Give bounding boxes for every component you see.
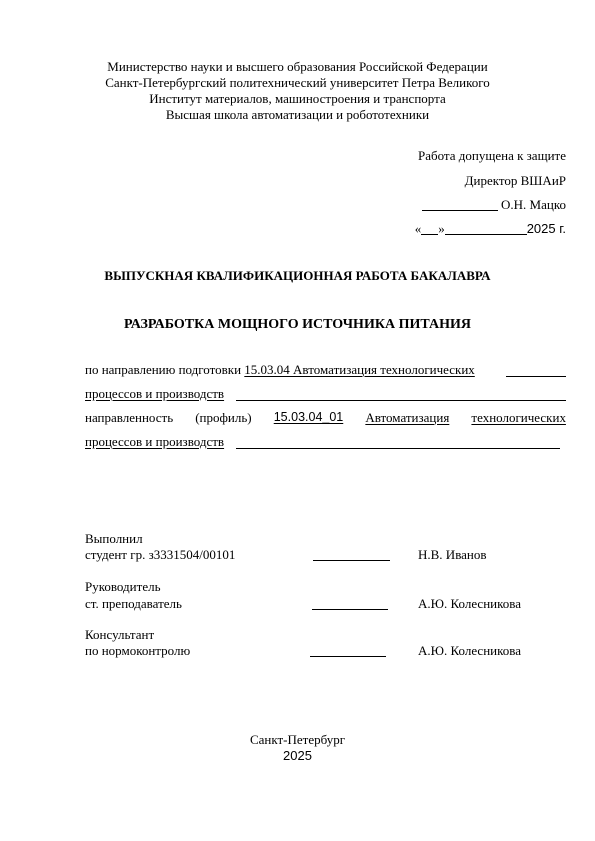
date-quote-open: «: [414, 221, 422, 236]
day-blank: [421, 222, 438, 235]
profile-label-1: направленность: [85, 410, 174, 425]
direction-underline-tail: [506, 376, 566, 377]
profile-word-1: Автоматизация: [365, 410, 450, 425]
footer-year: 2025: [283, 748, 312, 763]
approval-date-line: [415, 221, 566, 236]
profile-line-1: [85, 410, 566, 425]
footer-city: Санкт-Петербург: [249, 732, 346, 747]
supervisor-name: А.Ю. Колесникова: [418, 596, 522, 611]
consultant-name: А.Ю. Колесникова: [418, 643, 522, 658]
performed-role: студент гр. з3331504/00101: [85, 547, 236, 562]
month-blank: [445, 222, 527, 235]
director-signature-line: [422, 197, 566, 212]
date-quote-close: »: [438, 221, 445, 236]
consultant-label: Консультант: [85, 627, 155, 642]
performed-name: Н.В. Иванов: [418, 547, 487, 562]
university-line: Санкт-Петербургский политехнический университет Петра Великого: [105, 75, 490, 90]
profile-word-2: технологических: [471, 410, 566, 425]
approval-year: 2025 г.: [526, 221, 566, 236]
consultant-signature-blank: [310, 656, 386, 657]
school-line: Высшая школа автоматизации и робототехники: [165, 107, 430, 122]
direction-value-2: процессов и производств: [85, 386, 225, 401]
supervisor-role: ст. преподаватель: [85, 596, 182, 611]
direction-line-2: [85, 386, 224, 401]
supervisor-signature-blank: [312, 609, 388, 610]
admission-text: Работа допущена к защите: [417, 148, 566, 163]
direction-line-1: [85, 362, 475, 377]
performed-signature-blank: [313, 560, 390, 561]
profile-line-2: [85, 434, 224, 449]
performed-label: Выполнил: [85, 531, 143, 546]
supervisor-label: Руководитель: [85, 579, 161, 594]
direction-value-1: 15.03.04 Автоматизация технологических: [244, 362, 475, 377]
profile-label-2: (профиль): [195, 410, 252, 425]
profile-underline-rest: [236, 448, 560, 449]
direction-label: по направлению подготовки: [85, 362, 242, 377]
work-title-heading: РАЗРАБОТКА МОЩНОГО ИСТОЧНИКА ПИТАНИЯ: [123, 317, 472, 332]
profile-value-2: процессов и производств: [85, 434, 225, 449]
director-title: Директор ВШАиР: [464, 173, 566, 188]
ministry-line: Министерство науки и высшего образования Российской Федерации: [107, 59, 488, 74]
institute-line: Институт материалов, машиностроения и транспорта: [149, 91, 446, 106]
signature-blank: [422, 198, 498, 211]
consultant-role: по нормоконтролю: [85, 643, 191, 658]
work-type-heading: ВЫПУСКНАЯ КВАЛИФИКАЦИОННАЯ РАБОТА БАКАЛАВРА: [104, 268, 491, 283]
direction-underline-rest: [236, 400, 566, 401]
profile-code: 15.03.04_01: [273, 410, 344, 424]
director-name: О.Н. Мацко: [501, 197, 566, 212]
